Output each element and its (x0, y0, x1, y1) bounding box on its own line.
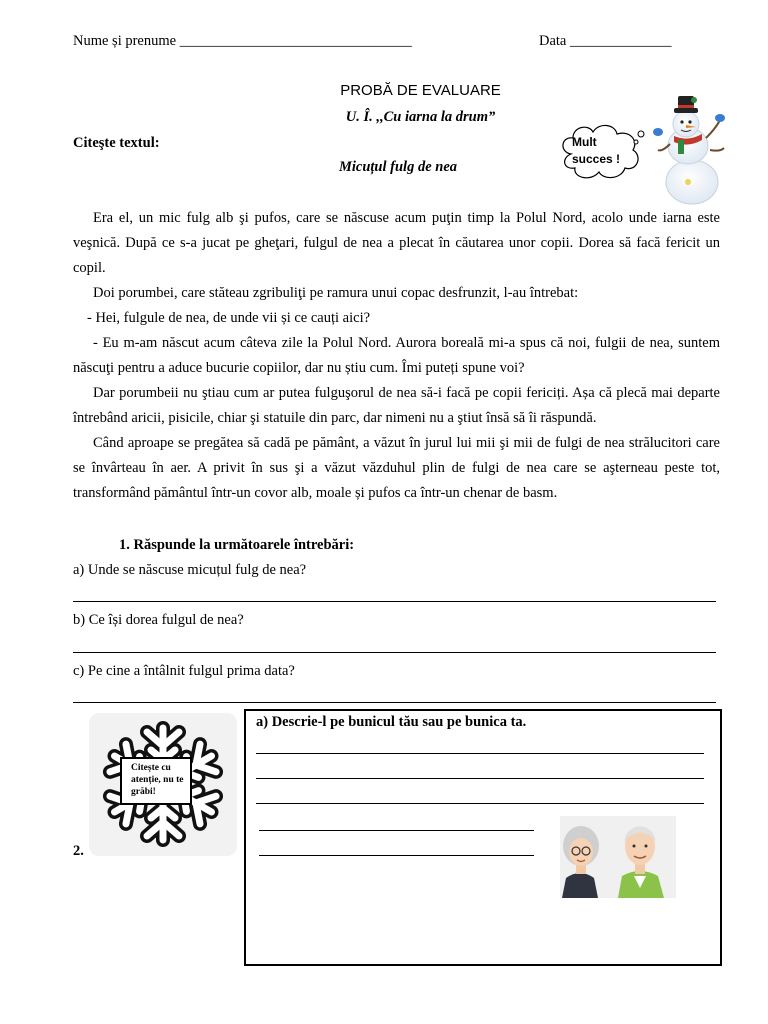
story-dialogue: - Eu m-am născut acum câteva zile la Polul Nord. Aurora boreală mi-a spus că noi, fulgii de nea, suntem născuţi pentru a aduce bucurie copiilor, dar nu știu cum. Îmi puteți spune voi? (73, 335, 720, 376)
writing-line[interactable] (256, 778, 704, 779)
date-field-label: Data ______________ (539, 33, 672, 49)
story-paragraph: Când aproape se pregătea să cadă pe pământ, a văzut în jurul lui mii şi mii de fulgi de nea strălucitori care se învârteau în aer. A privit în sus şi a văzut văzduhul plin de fulgi de nea care se aşterneau peste tot, transformând pământul într-un covor alb, moale și pufos ca într-un chenar de basm. (73, 435, 720, 501)
exercise-2-number: 2. (73, 843, 84, 859)
name-field-label: Nume și prenume ________________________________ (73, 33, 412, 49)
answer-line-a[interactable] (73, 601, 716, 602)
exercise-1-heading: 1. Răspunde la următoarele întrebări: (119, 537, 355, 553)
answer-line-b[interactable] (73, 652, 716, 653)
read-instruction: Citeşte textul: (73, 135, 160, 151)
snowman-icon (650, 90, 734, 206)
question-c: c) Pe cine a întâlnit fulgul prima data? (73, 663, 295, 679)
story-paragraph: Doi porumbei, care stăteau zgribuliţi pe ramura unui copac desfrunzit, l-au întrebat: (93, 285, 579, 301)
question-a: a) Unde se născuse micuțul fulg de nea? (73, 562, 307, 578)
story-title: Micuțul fulg de nea (338, 159, 458, 175)
story-text (73, 206, 720, 506)
question-b: b) Ce își dorea fulgul de nea? (73, 612, 244, 628)
writing-line[interactable] (256, 803, 704, 804)
cloud-text: Mult succes ! (572, 135, 621, 166)
writing-line[interactable] (259, 830, 534, 831)
writing-line[interactable] (256, 753, 704, 754)
story-paragraph: Era el, un mic fulg alb şi pufos, care se născuse acum puţin timp la Polul Nord, acolo unde iarna este veşnică. După ce s-a jucat pe gheţari, fulgul de nea a plecat în căutarea unor copii. Dorea să facă fericit un copil. (73, 210, 720, 276)
answer-line-c[interactable] (73, 702, 716, 703)
exercise-2-task: a) Descrie-l pe bunicul tău sau pe bunica ta. (256, 714, 527, 730)
story-dialogue: - Hei, fulgule de nea, de unde vii și ce cauți aici? (87, 310, 371, 326)
page-title: PROBĂ DE EVALUARE (340, 82, 501, 99)
unit-subtitle: U. Î. ,,Cu iarna la drum” (345, 109, 496, 125)
grandparents-icon (560, 816, 676, 898)
writing-line[interactable] (259, 855, 534, 856)
story-paragraph: Dar porumbeii nu ştiau cum ar putea fulguşorul de nea să-i facă pe copii fericiți. Așa că plecă mai departe întrebând aricii, pisicile, chiar şi statuile din parc, dar nimeni nu a ştiut însă să îi răspundă. (73, 385, 720, 426)
snowflake-note: Citește cu atenție, nu te grăbi! (120, 757, 192, 805)
